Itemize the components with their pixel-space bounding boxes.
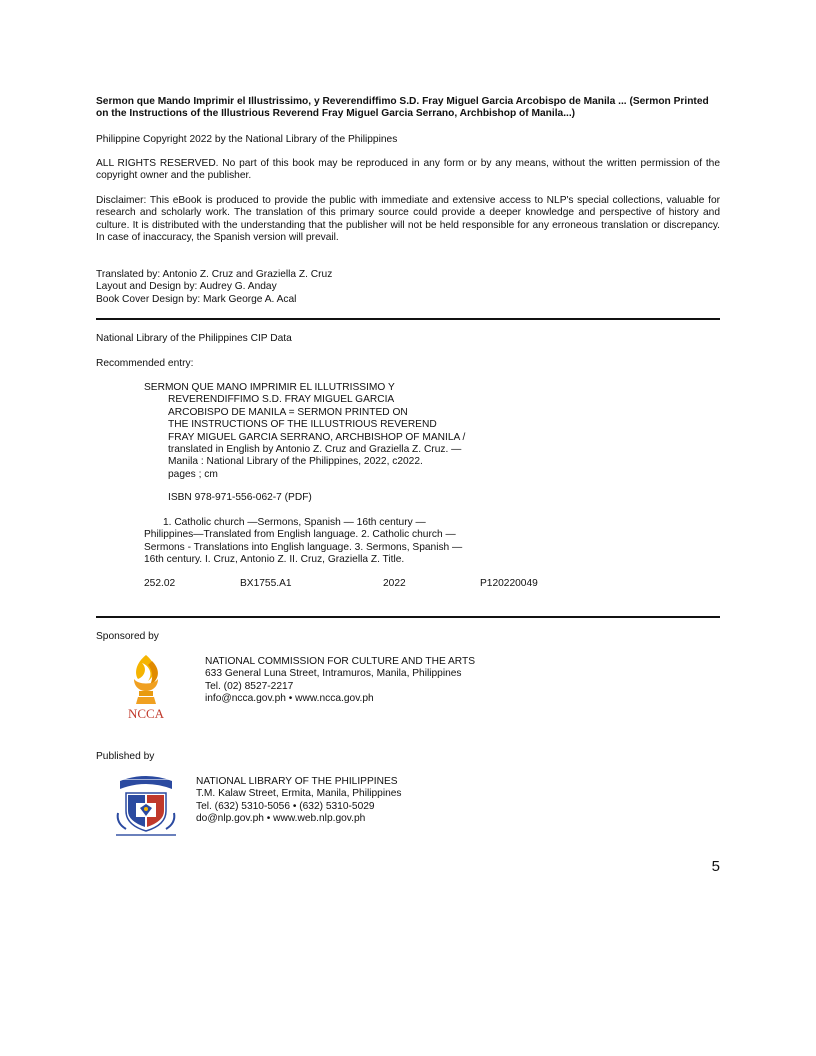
- cip-entry-line: translated in English by Antonio Z. Cruz and Graziella Z. Cruz. —: [168, 444, 462, 456]
- cip-entry: [144, 382, 465, 481]
- cip-subjects: [144, 517, 462, 567]
- divider-bottom: [96, 616, 720, 618]
- cover-by: Book Cover Design by: Mark George A. Acal: [96, 293, 297, 305]
- subject-line: 16th century. I. Cruz, Antonio Z. II. Cruz, Graziella Z. Title.: [144, 554, 405, 566]
- cip-entry-line: pages ; cm: [168, 468, 218, 480]
- layout-by: Layout and Design by: Audrey G. Anday: [96, 281, 277, 293]
- sponsor-details: [205, 656, 475, 706]
- isbn: ISBN 978-971-556-062-7 (PDF): [168, 492, 312, 503]
- published-by-label: Published by: [96, 751, 155, 762]
- sponsor-name: NATIONAL COMMISSION FOR CULTURE AND THE ARTS: [205, 656, 475, 667]
- sponsored-by-label: Sponsored by: [96, 631, 159, 642]
- publisher-address: T.M. Kalaw Street, Ermita, Manila, Philippines: [196, 788, 402, 800]
- subject-line: 1. Catholic church —Sermons, Spanish — 16th century —: [163, 517, 426, 528]
- cip-entry-line: THE INSTRUCTIONS OF THE ILLUSTRIOUS REVEREND: [168, 419, 437, 431]
- copyright-line: Philippine Copyright 2022 by the National Library of the Philippines: [96, 134, 398, 145]
- subject-line: Sermons - Translations into English language. 3. Sermons, Spanish —: [144, 541, 463, 553]
- cip-entry-line: ARCOBISPO DE MANILA = SERMON PRINTED ON: [168, 406, 408, 418]
- year: 2022: [383, 578, 406, 589]
- divider-top: [96, 318, 720, 320]
- cip-entry-line: REVERENDIFFIMO S.D. FRAY MIGUEL GARCIA: [168, 394, 395, 406]
- cip-entry-line: Manila : National Library of the Philippines, 2022, c2022.: [168, 456, 423, 468]
- cip-entry-line: FRAY MIGUEL GARCIA SERRANO, ARCHBISHOP OF MANILA /: [168, 431, 466, 443]
- publisher-name: NATIONAL LIBRARY OF THE PHILIPPINES: [196, 776, 398, 787]
- lc-number: BX1755.A1: [240, 578, 292, 589]
- credits: [96, 269, 720, 306]
- dewey-number: 252.02: [144, 578, 176, 589]
- control-number: P120220049: [480, 578, 538, 589]
- sponsor-contact: info@ncca.gov.ph • www.ncca.gov.ph: [205, 693, 374, 705]
- publisher-contact: do@nlp.gov.ph • www.web.nlp.gov.ph: [196, 813, 366, 825]
- book-title: Sermon que Mando Imprimir el Illustrissimo, y Reverendiffimo S.D. Fray Miguel Garcia Arcobispo de Manila ... (Sermon Printed on the Instructions of the Illustrious Reverend Fray Miguel Garcia Serrano, Archbishop of Manila...): [96, 96, 709, 120]
- recommended-entry-label: Recommended entry:: [96, 358, 194, 369]
- page-number: 5: [711, 858, 720, 875]
- ncca-logo-text: NCCA: [127, 706, 165, 721]
- nlp-seal-logo: [112, 773, 180, 839]
- ncca-logo: [118, 651, 174, 723]
- sponsor-address: 633 General Luna Street, Intramuros, Manila, Philippines: [205, 668, 462, 680]
- translated-by: Translated by: Antonio Z. Cruz and Graziella Z. Cruz: [96, 269, 333, 280]
- classification-row: [144, 578, 564, 591]
- subject-line: Philippines—Translated from English language. 2. Catholic church —: [144, 529, 456, 541]
- publisher-tel: Tel. (632) 5310-5056 • (632) 5310-5029: [196, 800, 375, 812]
- publisher-details: [196, 776, 402, 826]
- disclaimer: Disclaimer: This eBook is produced to provide the public with immediate and extensive access to NLP's special collections, valuable for research and scholarly work. The translation of this primary source could provide a deeper knowledge and perspective of history and culture. It is distributed with the understanding that the publisher will not be held responsible for any erroneous translation or discrepancy. In case of inaccuracy, the Spanish version will prevail.: [96, 195, 720, 244]
- sponsor-tel: Tel. (02) 8527-2217: [205, 680, 294, 692]
- rights-statement: ALL RIGHTS RESERVED. No part of this book may be reproduced in any form or by any means, without the written permission of the copyright owner and the publisher.: [96, 158, 720, 182]
- cip-heading: National Library of the Philippines CIP Data: [96, 333, 292, 344]
- cip-entry-line: SERMON QUE MANO IMPRIMIR EL ILLUTRISSIMO Y: [144, 382, 395, 393]
